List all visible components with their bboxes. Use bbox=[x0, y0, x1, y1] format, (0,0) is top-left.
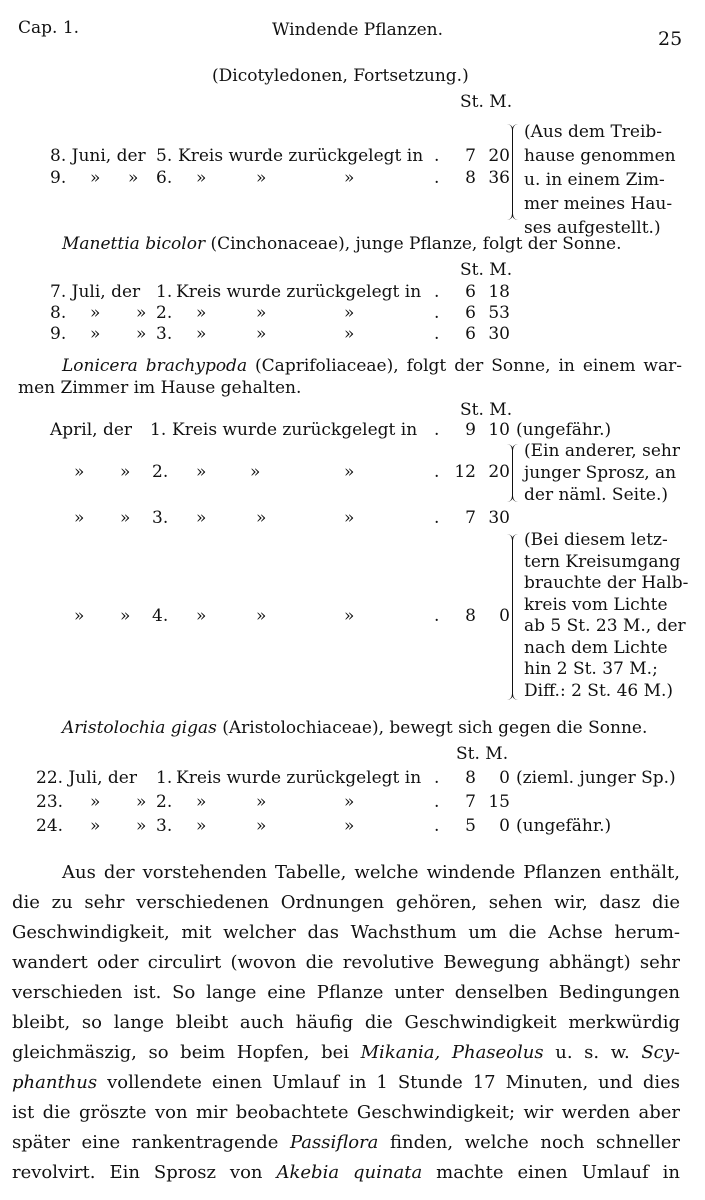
st-m-heading: St. M. bbox=[460, 92, 513, 112]
st-m-heading: St. M. bbox=[456, 744, 509, 764]
chapter-label: Cap. 1. bbox=[18, 18, 80, 38]
brace bbox=[512, 124, 521, 220]
remark-note: (Aus dem Treib- hause genommen u. in einem Zim- mer meines Hau- ses aufgestellt.) bbox=[524, 122, 676, 238]
page-number: 25 bbox=[658, 28, 683, 50]
section-subtitle: (Dicotyledonen, Fortsetzung.) bbox=[212, 66, 469, 86]
st-m-heading: St. M. bbox=[460, 400, 513, 420]
body-paragraph: Aus der vorstehenden Tabelle, welche windende Pflanzen enthält, die zu sehr verschiedenen Ordnungen gehören, sehen wir, dasz die Geschwindigkeit, mit welcher das Wachsthum um die Achse herum- wandert oder circulirt (wovon die revolutive Bewegung abhängt) sehr verschieden ist. So lange eine Pflanze unter denselben Bedingungen bleibt, so lange bleibt auch häufig die Geschwindigkeit merkwürdig gleichmäszig, so beim Hopfen, bei Mikania, Phaseolus u. s. w. Scy- phanthus vollendete einen Umlauf in 1 Stunde 17 Minuten, und dies ist die gröszte von mir beobachtete Geschwindigkeit; wir werden aber später eine rankentragende Passiflora finden, welche noch schneller revolvirt. Ein Sprosz von Akebia quinata machte einen Umlauf in bbox=[12, 862, 681, 1183]
remark-note: (Ein anderer, sehr junger Sprosz, an der näml. Seite.) bbox=[524, 441, 680, 505]
brace bbox=[512, 534, 521, 700]
running-title: Windende Pflanzen. bbox=[272, 20, 444, 40]
st-m-heading: St. M. bbox=[460, 260, 513, 280]
species-heading: Lonicera brachypoda (Caprifoliaceae), folgt der Sonne, in einem war- bbox=[62, 356, 682, 376]
species-heading-cont: men Zimmer im Hause gehalten. bbox=[18, 378, 302, 398]
remark-note: (Bei diesem letz- tern Kreisumgang brauchte der Halb- kreis vom Lichte ab 5 St. 23 M., der nach dem Lichte hin 2 St. 37 M.; Diff.: 2 St. 46 M.) bbox=[524, 530, 689, 701]
brace bbox=[512, 444, 521, 502]
species-heading: Aristolochia gigas (Aristolochiaceae), bewegt sich gegen die Sonne. bbox=[62, 718, 648, 738]
species-heading: Manettia bicolor (Cinchonaceae), junge Pflanze, folgt der Sonne. bbox=[62, 234, 622, 254]
